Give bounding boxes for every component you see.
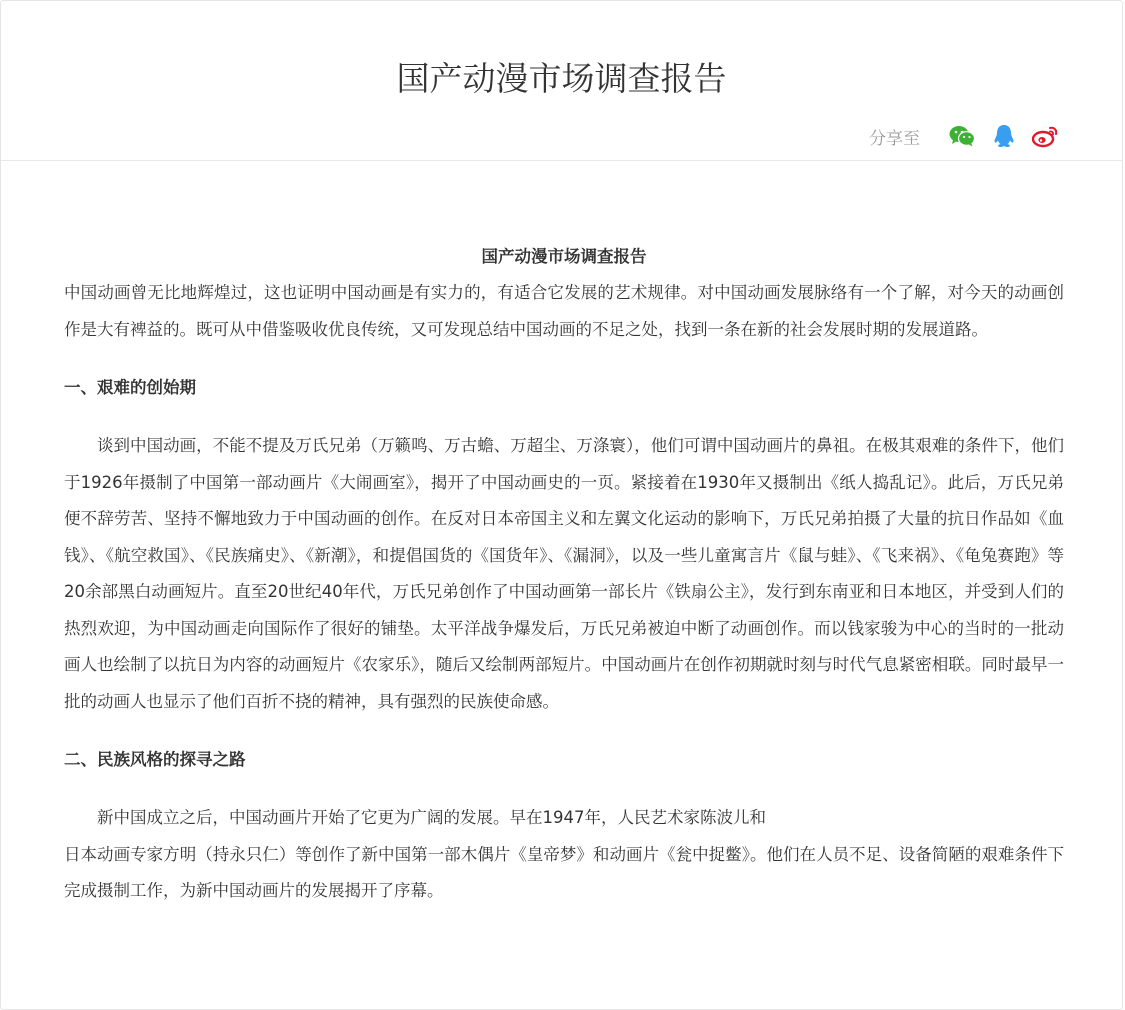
- share-label: 分享至: [869, 128, 920, 149]
- wechat-icon[interactable]: [948, 122, 976, 150]
- article-content: [64, 239, 1064, 910]
- section-2-line-1: 新中国成立之后，中国动画片开始了它更为广阔的发展。早在1947年，人民艺术家陈波儿和: [97, 808, 766, 827]
- section-heading-1: 一、艰难的创始期: [64, 378, 196, 397]
- section-heading-2: 二、民族风格的探寻之路: [64, 750, 246, 769]
- section-2-paragraph: 日本动画专家方明（持永只仁）等创作了新中国第一部木偶片《皇帝梦》和动画片《瓮中捉鳖》。他们在人员不足、设备简陋的艰难条件下完成摄制工作，为新中国动画片的发展揭开了序幕。: [64, 844, 1064, 900]
- page-title: 国产动漫市场调查报告: [396, 59, 727, 98]
- intro-paragraph: 中国动画曾无比地辉煌过，这也证明中国动画是有实力的，有适合它发展的艺术规律。对中国动画发展脉络有一个了解，对今天的动画创作是大有裨益的。既可从中借鉴吸收优良传统，又可发现总结中国动画的不足之处，找到一条在新的社会发展时期的发展道路。: [64, 283, 1064, 339]
- page-header: [1, 1, 1122, 161]
- share-bar: [869, 121, 1060, 151]
- weibo-icon[interactable]: [1032, 122, 1060, 150]
- qq-icon[interactable]: [990, 122, 1018, 150]
- article-title: 国产动漫市场调查报告: [481, 247, 647, 266]
- section-1-paragraph: 谈到中国动画，不能不提及万氏兄弟（万籁鸣、万古蟾、万超尘、万涤寰），他们可谓中国动画片的鼻祖。在极其艰难的条件下，他们于1926年摄制了中国第一部动画片《大闹画室》，揭开了中国动画史的一页。紧接着在1930年又摄制出《纸人捣乱记》。此后，万氏兄弟便不辞劳苦、坚持不懈地致力于中国动画的创作。在反对日本帝国主义和左翼文化运动的影响下，万氏兄弟拍摄了大量的抗日作品如《血钱》、《航空救国》、《民族痛史》、《新潮》，和提倡国货的《国货年》、《漏洞》，以及一些儿童寓言片《鼠与蛙》、《飞来祸》、《龟兔赛跑》等20余部黑白动画短片。直至20世纪40年代，万氏兄弟创作了中国动画第一部长片《铁扇公主》，发行到东南亚和日本地区，并受到人们的热烈欢迎，为中国动画走向国际作了很好的铺垫。太平洋战争爆发后，万氏兄弟被迫中断了动画创作。而以钱家骏为中心的当时的一批动画人也绘制了以抗日为内容的动画短片《农家乐》，随后又绘制两部短片。中国动画片在创作初期就时刻与时代气息紧密相联。同时最早一批的动画人也显示了他们百折不挠的精神，具有强烈的民族使命感。: [64, 436, 1064, 711]
